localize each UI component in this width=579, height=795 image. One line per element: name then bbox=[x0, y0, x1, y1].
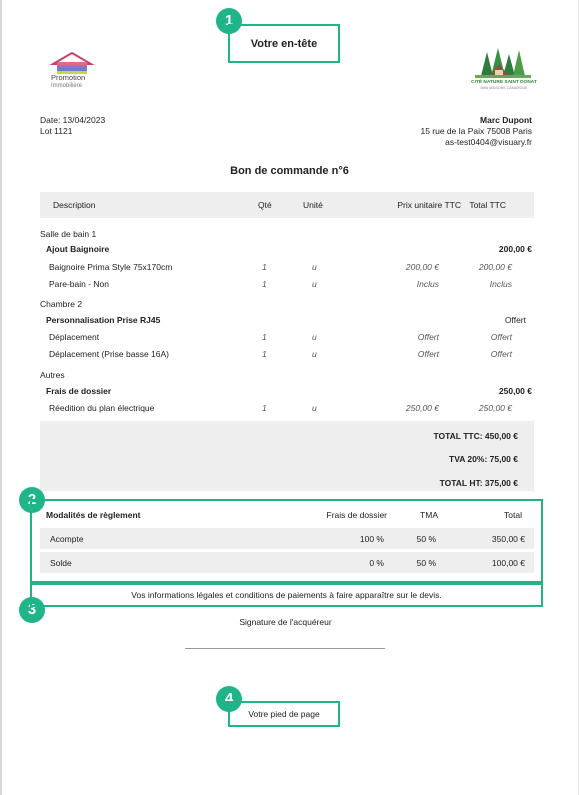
col-unit: Unité bbox=[303, 200, 323, 210]
item-unit-price: Offert bbox=[417, 332, 439, 342]
payment-row bbox=[40, 552, 534, 573]
item-unit: u bbox=[312, 349, 317, 359]
col-unit-price: Prix unitaire TTC bbox=[397, 200, 461, 210]
callout-badge-3: 3 bbox=[19, 597, 45, 623]
forest-house-logo-icon bbox=[473, 46, 533, 78]
header-callout bbox=[228, 24, 340, 63]
table-header bbox=[40, 192, 534, 218]
signature-line bbox=[185, 648, 385, 649]
total-tva: TVA 20%: 75,00 € bbox=[449, 454, 518, 464]
client-name: Marc Dupont bbox=[480, 115, 532, 125]
item-unit-price: Offert bbox=[417, 349, 439, 359]
payment-frais: 0 % bbox=[369, 558, 384, 568]
client-email: as-test0404@visuary.fr bbox=[445, 137, 532, 147]
item-total: 200,00 € bbox=[478, 262, 512, 272]
lot-number: Lot 1121 bbox=[40, 126, 73, 136]
total-ttc: TOTAL TTC: 450,00 € bbox=[433, 431, 518, 441]
payment-label: Solde bbox=[50, 558, 72, 568]
page-left-edge bbox=[0, 0, 2, 795]
table-row bbox=[40, 346, 534, 362]
item-qte: 1 bbox=[262, 332, 267, 342]
callout-badge-2: 2 bbox=[19, 487, 45, 513]
item-total: 250,00 € bbox=[478, 403, 512, 413]
room-name: Autres bbox=[40, 370, 65, 380]
cite-nature-logo-line1: CITÉ NATURE SAINT DONAT bbox=[471, 80, 537, 85]
totals-panel bbox=[40, 421, 534, 491]
item-unit: u bbox=[312, 262, 317, 272]
room-heading bbox=[40, 367, 534, 383]
table-row bbox=[40, 329, 534, 345]
room-name: Chambre 2 bbox=[40, 299, 83, 309]
header-callout-label: Votre en-tête bbox=[250, 38, 318, 50]
payment-head-frais: Frais de dossier bbox=[326, 510, 387, 520]
col-total: Total TTC bbox=[469, 200, 506, 210]
item-total: Offert bbox=[490, 332, 512, 342]
cite-nature-logo bbox=[468, 46, 538, 94]
item-qte: 1 bbox=[262, 262, 267, 272]
table-row bbox=[40, 400, 534, 416]
option-total: 200,00 € bbox=[498, 244, 532, 254]
item-qte: 1 bbox=[262, 403, 267, 413]
option-row bbox=[40, 241, 534, 257]
item-total: Offert bbox=[490, 349, 512, 359]
footer-callout-label: Votre pied de page bbox=[248, 709, 320, 719]
order-date: Date: 13/04/2023 bbox=[40, 115, 106, 125]
option-row bbox=[40, 312, 534, 328]
option-row bbox=[40, 383, 534, 399]
item-unit-price: 200,00 € bbox=[405, 262, 439, 272]
payment-total: 100,00 € bbox=[491, 558, 525, 568]
total-ht: TOTAL HT: 375,00 € bbox=[439, 478, 518, 488]
payment-frais: 100 % bbox=[359, 534, 384, 544]
room-name: Salle de bain 1 bbox=[40, 229, 97, 239]
payment-tma: 50 % bbox=[416, 558, 436, 568]
table-row bbox=[40, 259, 534, 275]
signature-label: Signature de l'acquéreur bbox=[239, 617, 332, 627]
payment-row bbox=[40, 528, 534, 549]
item-unit: u bbox=[312, 332, 317, 342]
payment-head-tma: TMA bbox=[420, 510, 438, 520]
callout-badge-4: 4 bbox=[216, 686, 242, 712]
payment-label: Acompte bbox=[50, 534, 84, 544]
item-description: Baignoire Prima Style 75x170cm bbox=[49, 262, 173, 272]
col-qte: Qté bbox=[258, 200, 272, 210]
room-heading bbox=[40, 296, 534, 312]
item-description: Déplacement (Prise basse 16A) bbox=[49, 349, 170, 359]
promotion-logo-line1: Promotion bbox=[51, 73, 86, 82]
item-unit-price: 250,00 € bbox=[405, 403, 439, 413]
item-description: Réedition du plan électrique bbox=[49, 403, 155, 413]
item-unit: u bbox=[312, 279, 317, 289]
item-description: Déplacement bbox=[49, 332, 100, 342]
table-row bbox=[40, 276, 534, 292]
option-name: Personnalisation Prise RJ45 bbox=[46, 315, 161, 325]
payment-head-label: Modalités de règlement bbox=[46, 510, 141, 520]
item-qte: 1 bbox=[262, 349, 267, 359]
payment-total: 350,00 € bbox=[491, 534, 525, 544]
option-total: 250,00 € bbox=[498, 386, 532, 396]
document-title: Bon de commande n°6 bbox=[230, 165, 349, 177]
item-unit: u bbox=[312, 403, 317, 413]
promotion-logo bbox=[48, 52, 100, 90]
legal-text: Vos informations légales et conditions de paiements à faire apparaître sur le devis. bbox=[131, 590, 442, 600]
option-name: Ajout Baignoire bbox=[46, 244, 110, 254]
footer-callout bbox=[228, 701, 340, 727]
col-description: Description bbox=[53, 200, 96, 210]
item-total: Inclus bbox=[489, 279, 512, 289]
callout-badge-1: 1 bbox=[216, 8, 242, 34]
option-name: Frais de dossier bbox=[46, 386, 112, 396]
client-address: 15 rue de la Paix 75008 Paris bbox=[420, 126, 532, 136]
room-heading bbox=[40, 226, 534, 242]
payment-tma: 50 % bbox=[416, 534, 436, 544]
payment-head-total: Total bbox=[504, 510, 522, 520]
payment-header bbox=[40, 505, 534, 525]
item-qte: 1 bbox=[262, 279, 267, 289]
cite-nature-logo-line2: MINI MAISONS CAMARGUE bbox=[480, 86, 528, 90]
legal-callout bbox=[30, 583, 543, 607]
house-logo-icon bbox=[50, 52, 94, 74]
option-total: Offert bbox=[504, 315, 526, 325]
item-description: Pare-bain - Non bbox=[49, 279, 110, 289]
promotion-logo-text bbox=[51, 74, 85, 90]
promotion-logo-line2: Immobilière bbox=[51, 83, 83, 89]
item-unit-price: Inclus bbox=[416, 279, 439, 289]
